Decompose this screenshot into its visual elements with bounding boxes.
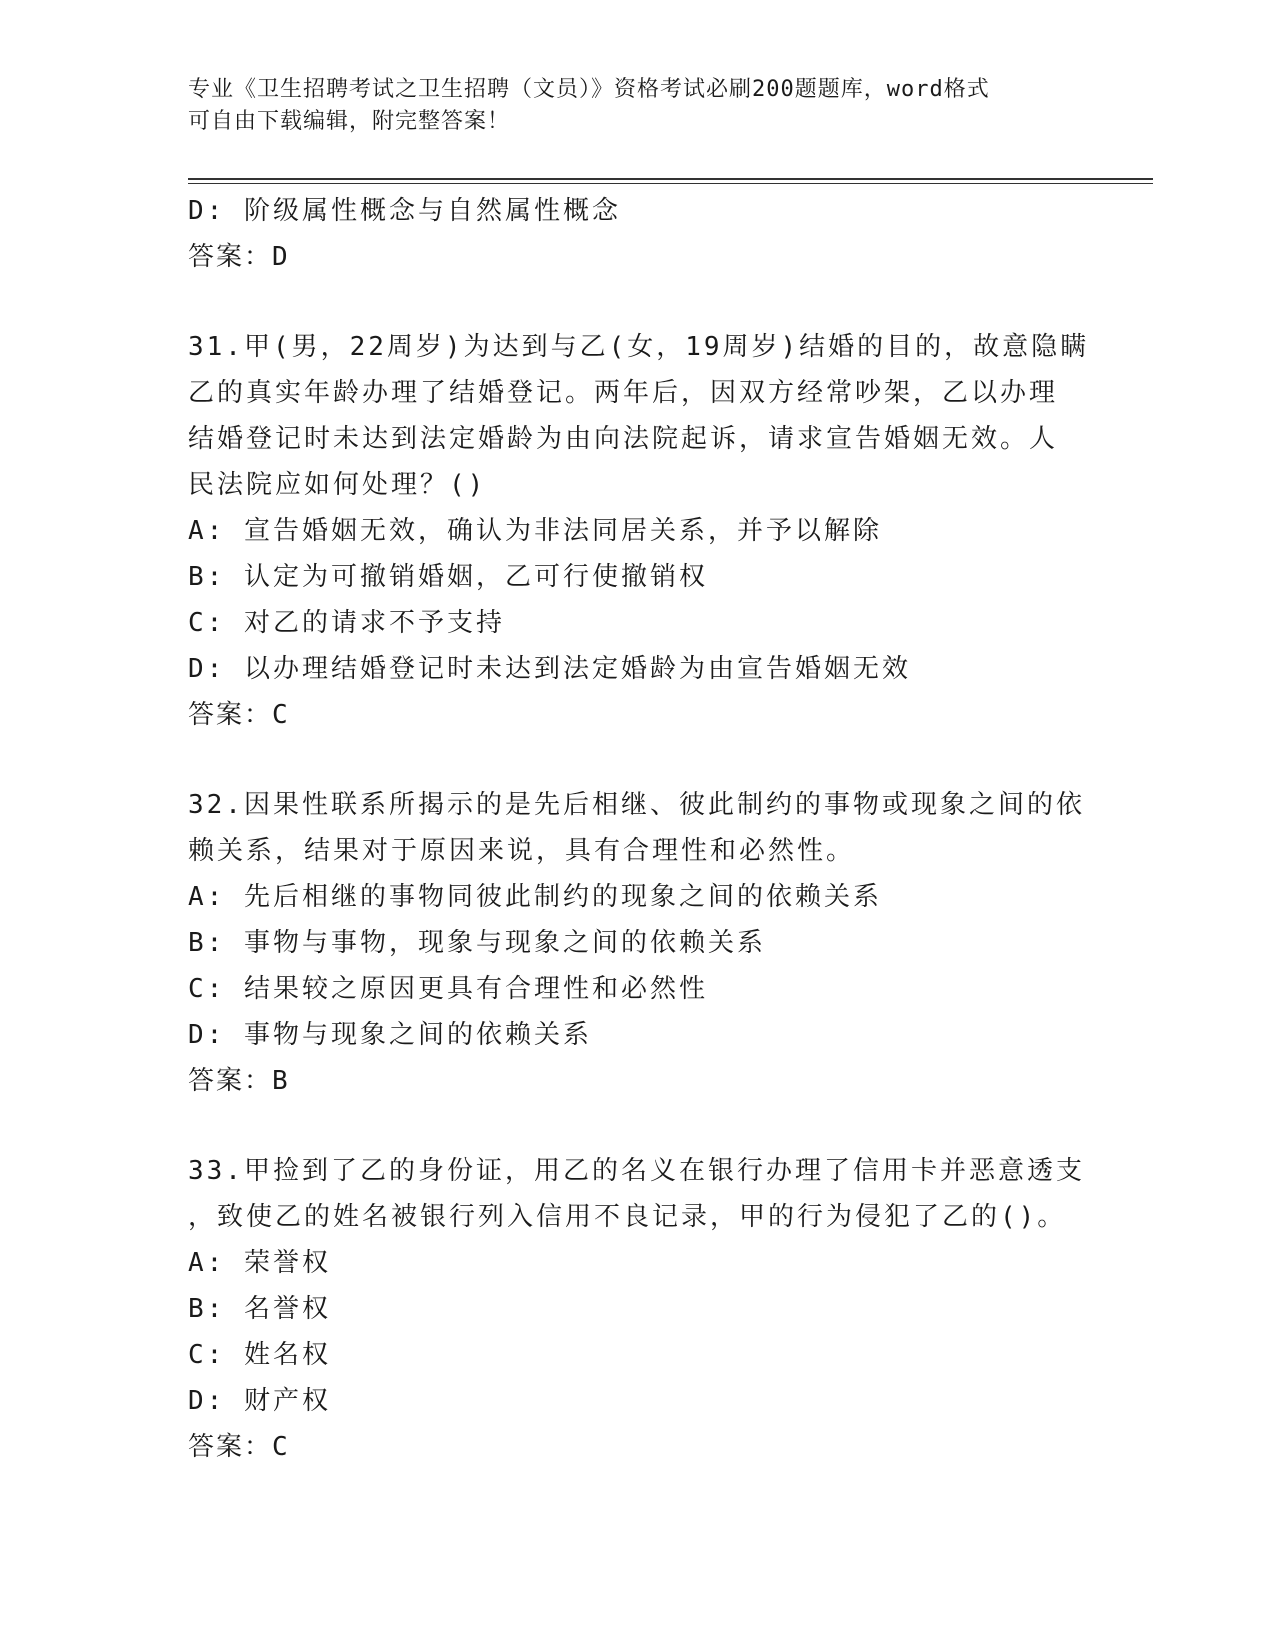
option-a: A: 宣告婚姻无效，确认为非法同居关系，并予以解除 — [188, 516, 882, 546]
stem-line: 31.甲(男，22周岁)为达到与乙(女，19周岁)结婚的目的，故意隐瞒 — [188, 332, 1090, 362]
option-d: D: 事物与现象之间的依赖关系 — [188, 1020, 592, 1050]
option-c: C: 结果较之原因更具有合理性和必然性 — [188, 974, 708, 1004]
document-header — [188, 74, 1078, 138]
option-d: D: 财产权 — [188, 1386, 331, 1416]
stem-line: 结婚登记时未达到法定婚龄为由向法院起诉，请求宣告婚姻无效。人 — [188, 424, 1059, 454]
option-c: C: 姓名权 — [188, 1340, 331, 1370]
header-divider — [188, 178, 1153, 184]
option-b: B: 事物与事物，现象与现象之间的依赖关系 — [188, 928, 766, 958]
question-stem — [188, 1148, 1088, 1240]
stem-line: 乙的真实年龄办理了结婚登记。两年后，因双方经常吵架，乙以办理 — [188, 378, 1059, 408]
answer-label: 答案： — [188, 1432, 273, 1462]
question-31 — [188, 324, 1088, 738]
stem-line: 32.因果性联系所揭示的是先后相继、彼此制约的事物或现象之间的依 — [188, 790, 1085, 820]
stem-line: 民法院应如何处理？() — [188, 470, 487, 500]
header-line-1: 专业《卫生招聘考试之卫生招聘（文员）》资格考试必刷200题题库，word格式 — [188, 77, 990, 102]
option-b: B: 认定为可撤销婚姻，乙可行使撤销权 — [188, 562, 708, 592]
stem-line: 33.甲捡到了乙的身份证，用乙的名义在银行办理了信用卡并恶意透支 — [188, 1156, 1085, 1186]
answer-label: 答案： — [188, 242, 273, 272]
answer-value: D — [272, 242, 290, 272]
answer-line — [188, 234, 1088, 280]
option-d: D: 以办理结婚登记时未达到法定婚龄为由宣告婚姻无效 — [188, 654, 911, 684]
option-c: C: 对乙的请求不予支持 — [188, 608, 505, 638]
option-d: D: 阶级属性概念与自然属性概念 — [188, 196, 621, 226]
question-33 — [188, 1148, 1088, 1470]
header-line-2: 可自由下载编辑，附完整答案！ — [188, 109, 511, 134]
answer-value: C — [272, 1432, 290, 1462]
option-a: A: 先后相继的事物同彼此制约的现象之间的依赖关系 — [188, 882, 882, 912]
question-stem — [188, 782, 1088, 874]
answer-label: 答案： — [188, 1066, 273, 1096]
document-body — [188, 188, 1088, 1470]
answer-line — [188, 692, 1088, 738]
previous-question-tail — [188, 188, 1088, 280]
answer-value: C — [272, 700, 290, 730]
stem-line: ，致使乙的姓名被银行列入信用不良记录，甲的行为侵犯了乙的()。 — [188, 1202, 1067, 1232]
question-stem — [188, 324, 1088, 508]
question-32 — [188, 782, 1088, 1104]
answer-value: B — [272, 1066, 290, 1096]
answer-line — [188, 1424, 1088, 1470]
stem-line: 赖关系，结果对于原因来说，具有合理性和必然性。 — [188, 836, 856, 866]
answer-line — [188, 1058, 1088, 1104]
option-b: B: 名誉权 — [188, 1294, 331, 1324]
option-a: A: 荣誉权 — [188, 1248, 331, 1278]
answer-label: 答案： — [188, 700, 273, 730]
